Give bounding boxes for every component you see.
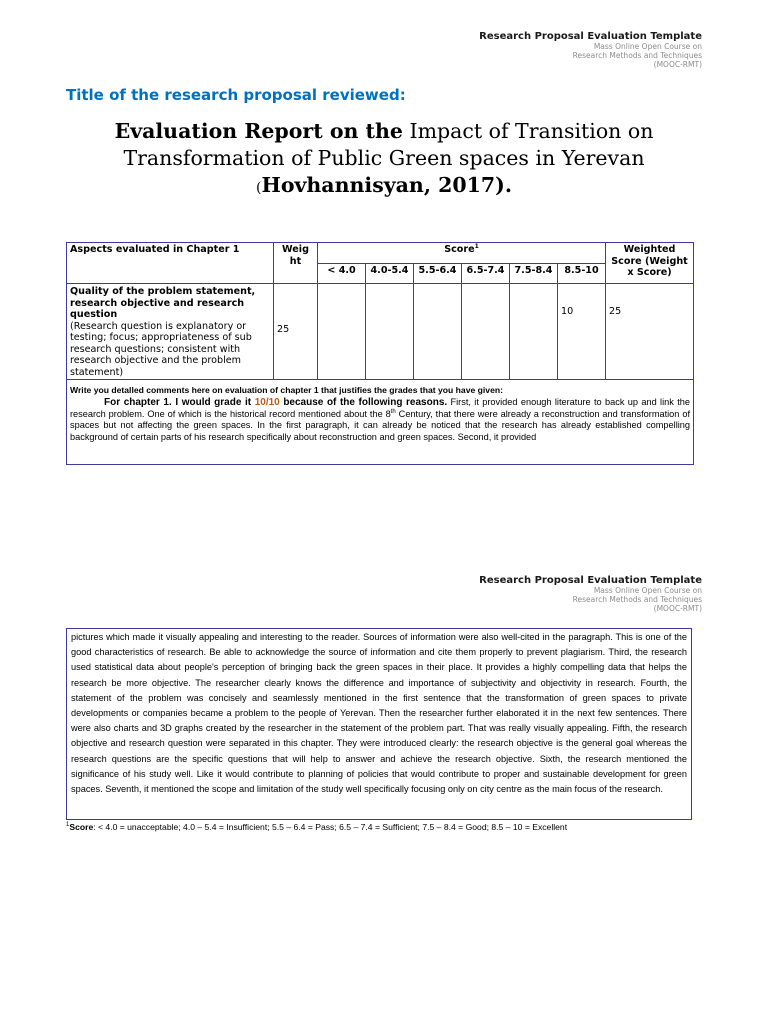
score-cell [510, 284, 558, 380]
header-line-1: Mass Online Open Course on [593, 586, 702, 595]
page-header-1 [479, 31, 702, 69]
score-cell [366, 284, 414, 380]
table-row [67, 284, 694, 380]
weighted-header: Weighted Score (Weight x Score) [606, 243, 694, 284]
aspects-header: Aspects evaluated in Chapter 1 [67, 243, 274, 284]
range-header: < 4.0 [318, 263, 366, 284]
score-cell-excellent: 10 [558, 284, 606, 380]
weight-cell: 25 [274, 284, 318, 380]
report-title-paren: ( [255, 180, 262, 196]
page-header-2 [479, 575, 702, 613]
header-title: Research Proposal Evaluation Template [479, 575, 702, 586]
score-header: Score$^1$ [318, 243, 606, 264]
range-header: 5.5-6.4 [414, 263, 462, 284]
score-cell [414, 284, 462, 380]
comments-body-cont: Century, that there were already a reconstruction and transformation of spaces but not affecting the green spaces. In the first paragraph, it can already be noticed that the research has already established compelling background of certain parts of his research specifically about reconstruction and green spaces. Second, it provided [70, 408, 690, 442]
comments-cell: Write you detalled comments here on evaluation of chapter 1 that justifies the grades that you have given: For chapter 1. I would grade it 10/10 because of the following reasons. First, it provided enough literature to back up and link the research problem. One of which is the historical record mentioned about the 8th Century, that there were already a reconstruction and transformation of spaces but not affecting the green spaces. In the first paragraph, it can already be noticed that the research has already established compelling background of certain parts of his research specifically about reconstruction and green spaces. Second, it provided [67, 380, 694, 465]
evaluation-table [66, 242, 694, 465]
comments-intro: For chapter 1. I would grade it 10/10 because of the following reasons. [104, 397, 448, 408]
score-footnote: $^1$Score: < 4.0 = unacceptable; 4.0 – 5.4 = Insufficient; 5.5 – 6.4 = Pass; 6.5 – 7.4 = Sufficient; 7.5 – 8.4 = Good; 8.5 – 10 = Excellent [66, 822, 568, 832]
header-line-3: (MOOC-RMT) [653, 60, 702, 69]
range-header: 8.5-10 [558, 263, 606, 284]
header-line-2: Research Methods and Techniques [572, 51, 702, 60]
weight-header: Weig ht [274, 243, 318, 284]
report-title-citation: Hovhannisyan, 2017). [261, 173, 512, 197]
header-line-1: Mass Online Open Course on [593, 42, 702, 51]
score-cell [318, 284, 366, 380]
range-header: 7.5-8.4 [510, 263, 558, 284]
report-title-line2: Transformation of Public Green spaces in Yerevan [123, 146, 645, 170]
comments-lead: Write you detalled comments here on evaluation of chapter 1 that justifies the grades that you have given: [70, 385, 503, 395]
header-title: Research Proposal Evaluation Template [479, 31, 702, 42]
aspect-detail: (Research question is explanatory or testing; focus; appropriateness of sub research questions; consistent with research objective and the problem statement) [70, 320, 252, 378]
report-title-part1: Evaluation Report on the [114, 119, 403, 143]
aspect-cell [67, 284, 274, 380]
header-line-3: (MOOC-RMT) [653, 604, 702, 613]
score-cell [462, 284, 510, 380]
range-header: 6.5-7.4 [462, 263, 510, 284]
weighted-score-cell: 25 [606, 284, 694, 380]
reviewed-label: Title of the research proposal reviewed: [66, 86, 406, 104]
comments-continuation: pictures which made it visually appealing and interesting to the reader. Sources of information were also well-cited in the paragraph. This is one of the good characteristics of research. Be able to acknowledge the source of information and cite them properly to prevent plagiarism. Third, the research used statistical data about people's perception of bringing back the green spaces in their place. It provides a highly compelling data that helps the research be more objective. The researcher clearly knows the difference and importance of subjectivity and objectivity in research. Fourth, the statement of the problem was concisely and seamlessly mentioned in the first sentence that the transformation of green spaces to private developments or companies became a problem to the people of Yerevan. Then the researcher further elaborated it in the next few sentences. There were also charts and 3D graphs created by the researcher in the statement of the problem part. That was really visually appealing. Fifth, the research objective and research question were separated in this chapter. They were introduced clearly: the research objective is the general goal whereas the research questions are the specific questions that will help to answer and achieve the research objective. Sixth, the research mentioned the significance of his study well. Like it would contribute to planning of policies that would contribute to proper and sustainable development for green spaces. Seventh, it mentioned the scope and limitation of the study well specifically focusing only on city centre as the main focus of the research. [66, 628, 692, 820]
comments-body: First, it provided enough literature to back up and link the research problem. One of which is the historical record mentioned about the 8 [70, 397, 690, 419]
header-line-2: Research Methods and Techniques [572, 595, 702, 604]
report-title-part2: Impact of Transition on [402, 119, 654, 143]
aspect-title: Quality of the problem statement, research objective and research question [70, 286, 256, 320]
report-title [66, 118, 702, 202]
range-header: 4.0-5.4 [366, 263, 414, 284]
grade-value: 10/10 [254, 397, 280, 408]
